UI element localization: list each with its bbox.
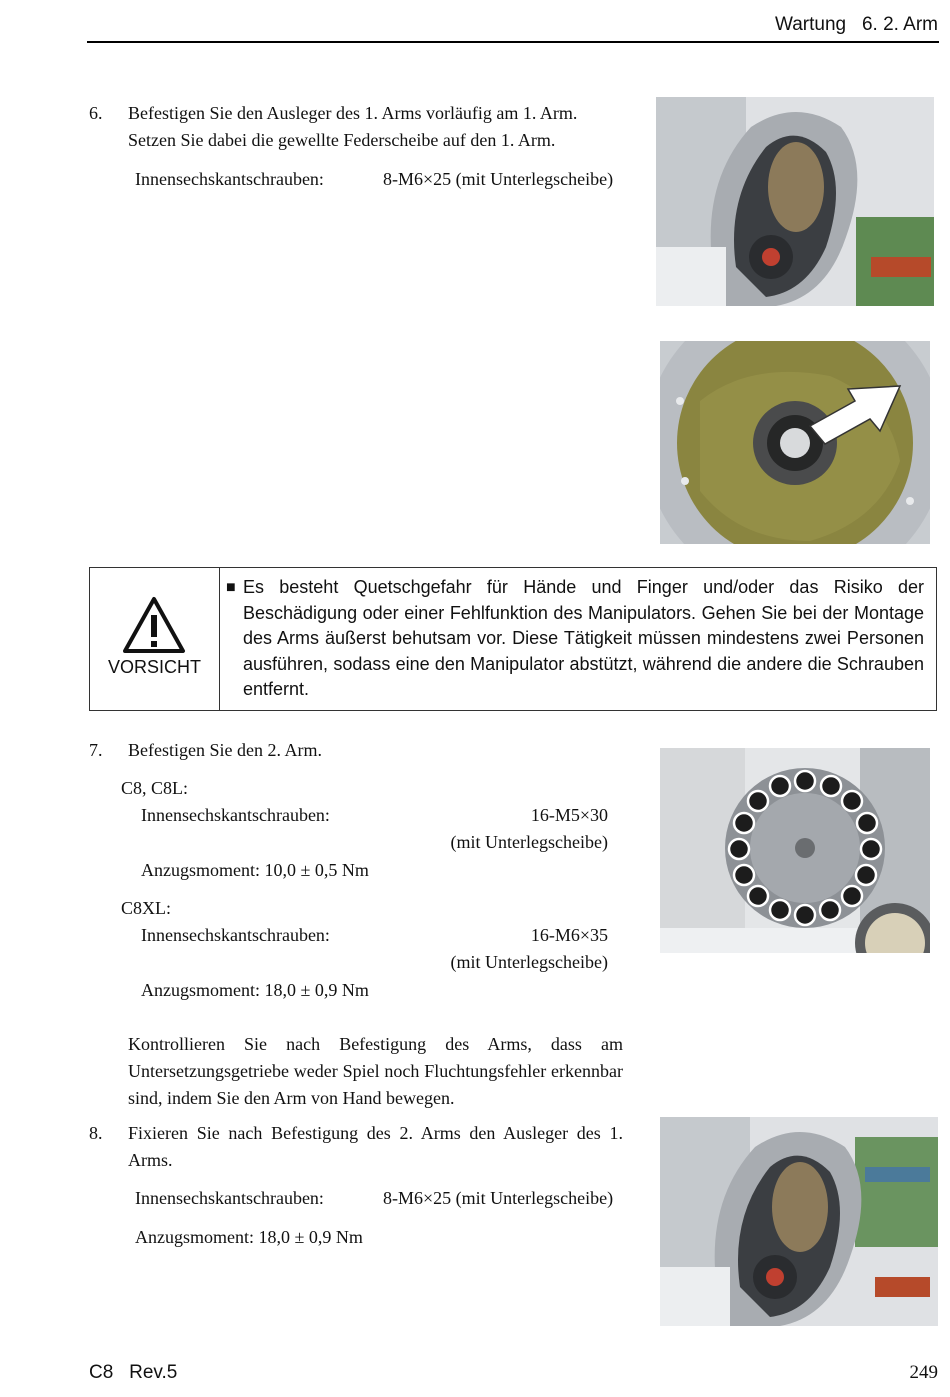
step7-model-c8xl: C8XL: [121,898,172,918]
footer-revision: Rev.5 [129,1362,178,1383]
caution-label: VORSICHT [107,657,201,677]
step8-bolt-label: Innensechskantschrauben: [135,1188,324,1208]
photo-arm-housing-2 [660,1117,938,1326]
step7-check-text: Kontrollieren Sie nach Befestigung des Arms, dass am Untersetzungsgetriebe weder Spiel noch Fluchtungsfehler erkennbar sind, indem Sie den Arm von Hand bewegen. [128,1034,623,1108]
step6-line1: Befestigen Sie den Ausleger des 1. Arms vorläufig am 1. Arm. [128,103,578,123]
step7-c8xl-bolt-value: 16-M6×35 [530,925,608,945]
step7-c8-bolt-label: Innensechskantschrauben: [141,805,330,825]
caution-box [89,567,937,711]
page-number: 249 [909,1362,938,1383]
caution-text: Es besteht Quetschgefahr für Hände und Finger und/oder das Risiko der Beschädigung oder einer Fehlfunktion des Manipulators. Gehen Sie bei der Montage des Arms äußerst behutsam vor. Diese Tätigkeit müssen mindestens zwei Personen ausführen, sodass eine den Manipulator abstützt, während die andere die Schrauben entfernt. [243,577,924,699]
step7-c8xl-bolt-label: Innensechskantschrauben: [141,925,330,945]
step8-number: 8. [89,1123,103,1143]
warning-triangle-icon [122,596,186,654]
caution-bullet: ■ [226,579,236,596]
step7-c8-bolt-note: (mit Unterlegscheibe) [450,832,608,852]
step6-bolt-label: Innensechskantschrauben: [135,169,324,189]
step7-c8-torque: Anzugsmoment: 10,0 ± 0,5 Nm [141,860,369,880]
step6-number: 6. [89,103,103,123]
step7-model-c8: C8, C8L: [121,778,189,798]
caution-label-cell [90,568,220,710]
step7-c8xl-torque: Anzugsmoment: 18,0 ± 0,9 Nm [141,980,369,1000]
header-rule [87,41,939,43]
footer-model-name: C8 [89,1362,114,1383]
step8-bolt-value: 8-M6×25 (mit Unterlegscheibe) [383,1188,614,1208]
running-header [775,14,938,36]
footer-model [89,1362,177,1384]
header-chapter: 6. 2. Arm [861,14,938,35]
step7-c8-bolt-value: 16-M5×30 [530,805,608,825]
photo-grease-flange [660,341,930,544]
step7-title: Befestigen Sie den 2. Arm. [128,740,322,760]
step7-number: 7. [89,740,103,760]
photo-bolt-circle [660,748,930,953]
step8-text: Fixieren Sie nach Befestigung des 2. Arms den Ausleger des 1. Arms. [128,1123,623,1170]
photo-arm-housing-1 [656,97,934,306]
step6-line2: Setzen Sie dabei die gewellte Federscheibe auf den 1. Arm. [128,130,556,150]
step8-torque: Anzugsmoment: 18,0 ± 0,9 Nm [135,1227,363,1247]
step7-c8xl-bolt-note: (mit Unterlegscheibe) [450,952,608,972]
header-section: Wartung [775,14,847,35]
step6-bolt-value: 8-M6×25 (mit Unterlegscheibe) [383,169,614,189]
